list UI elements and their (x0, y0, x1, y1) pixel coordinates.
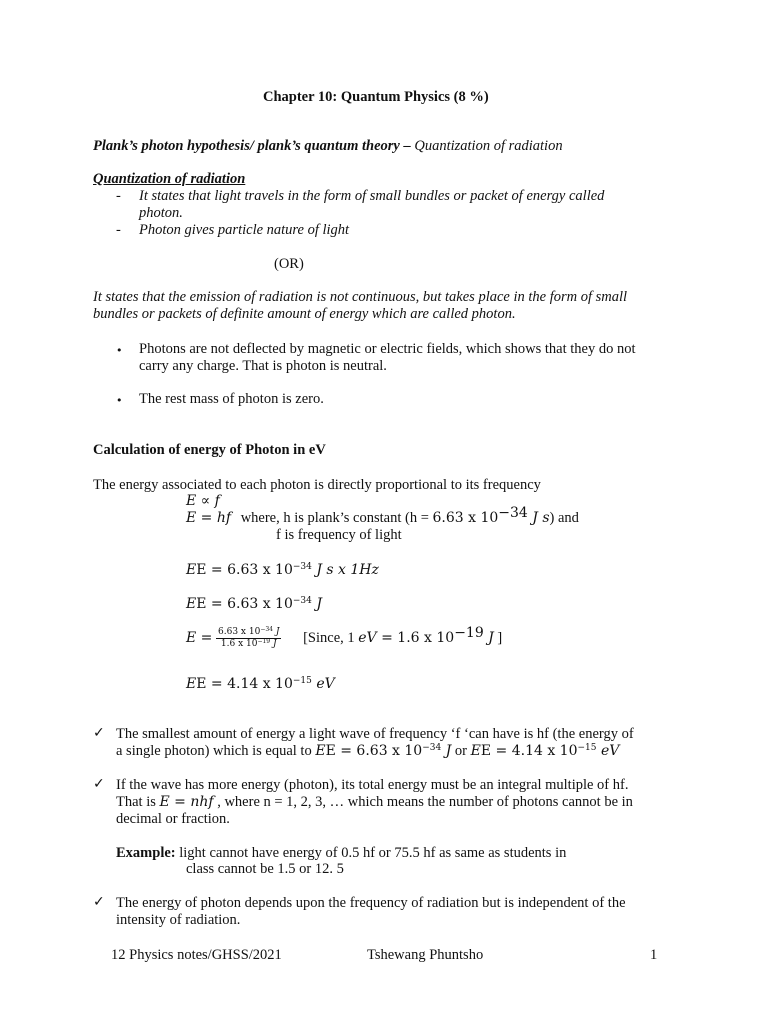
eq-hf-line (186, 505, 579, 527)
f-definition: f is frequency of light (276, 527, 402, 543)
point-3-line-2: intensity of radiation. (116, 912, 241, 928)
example-label: Example: (116, 845, 176, 861)
where-text: where, h is plank’s constant (h = (240, 510, 433, 526)
property-1-line-2: carry any charge. That is photon is neutral. (139, 358, 387, 374)
quantization-item-1a: It states that light travels in the form of small bundles or packet of energy called (139, 188, 605, 204)
example-text-1: light cannot have energy of 0.5 hf or 75.5 hf as same as students in (175, 845, 567, 861)
quantization-heading: Quantization of radiation (93, 171, 246, 187)
calculation-heading: Calculation of energy of Photon in eV (93, 442, 326, 458)
and-text: ) and (549, 510, 579, 526)
since-ev: eV (358, 629, 377, 646)
since-exp: −19 (454, 624, 484, 641)
eq-step-1-text: E = 6.63 x 10 (196, 562, 293, 578)
eq-step-4: EE = 4.14 x $10^{-15}$ eV (186, 676, 335, 692)
since-unit: J (483, 629, 494, 646)
check-icon: ✓ (93, 894, 105, 910)
check-icon: ✓ (93, 725, 105, 741)
h-value: 6.63 x 10 (432, 510, 499, 526)
eq-step-1-unit: J s x 1Hz (311, 562, 379, 578)
point-3-line-1: The energy of photon depends upon the frequency of radiation but is independent of the (116, 895, 626, 911)
footer-author: Tshewang Phuntsho (367, 947, 484, 963)
hypothesis-subtitle: Quantization of radiation (414, 138, 563, 154)
chapter-title: Chapter 10: Quantum Physics (8 %) (263, 89, 489, 105)
fraction-denominator-unit: J (270, 639, 277, 649)
page-number: 1 (650, 947, 658, 963)
dash-marker: - (116, 222, 121, 238)
fraction-denominator-exp: −19 (257, 638, 271, 645)
point-2-line-2: That is E = nhf , where n = 1, 2, 3, … which means the number of photons cannot be in (116, 794, 633, 810)
eq-step-1-exp: −34 (292, 562, 312, 572)
fraction-numerator-unit: J (273, 627, 280, 637)
property-1-line-1: Photons are not deflected by magnetic or electric fields, which shows that they do not (139, 341, 636, 357)
since-open: [Since, 1 (303, 629, 359, 646)
point-1-eq-1: EE = 6.63 x $10^{-34}$ J (315, 743, 452, 759)
or-label: (OR) (274, 256, 304, 272)
check-icon: ✓ (93, 776, 105, 792)
bullet-icon: • (116, 344, 123, 357)
energy-fraction (216, 627, 281, 650)
bullet-icon: • (116, 394, 123, 407)
fraction-denominator: 1.6 x 10 (220, 639, 258, 649)
eq-step-3-lhs: E = (186, 629, 213, 646)
eq-step-3 (186, 624, 503, 650)
footer-left: 12 Physics notes/GHSS/2021 (111, 947, 282, 963)
quantization-item-2: Photon gives particle nature of light (139, 222, 350, 238)
example-line-2: class cannot be 1.5 or 12. 5 (186, 861, 344, 877)
point-1-line-1: The smallest amount of energy a light wave of frequency ‘f ‘can have is hf (the energy of (116, 726, 634, 742)
quantization-item-1b: photon. (139, 205, 183, 221)
eq-step-2: EE = 6.63 x $10^{-34}$ J (186, 596, 322, 612)
dash-marker: - (116, 188, 121, 204)
definition-line-2: bundles or packets of definite amount of energy which are called photon. (93, 306, 516, 322)
eq-step-4-exp: −15 (292, 676, 312, 686)
calculation-intro: The energy associated to each photon is directly proportional to its frequency (93, 477, 541, 493)
eq-step-4-unit: eV (311, 676, 335, 692)
hypothesis-heading-line (93, 138, 563, 155)
hypothesis-heading: Plank’s photon hypothesis/ plank’s quantum theory – (93, 138, 411, 154)
point-1-eq-2: EE = 4.14 x $10^{-15}$ eV (470, 743, 620, 759)
point-1-text: a single photon) which is equal to (116, 743, 316, 759)
property-2: The rest mass of photon is zero. (139, 391, 324, 407)
point-2-line-1: If the wave has more energy (photon), its total energy must be an integral multiple of hf. (116, 777, 629, 793)
point-2-line-3: decimal or fraction. (116, 811, 230, 827)
point-2-eq: E = nhf (159, 794, 214, 810)
point-1-line-2 (116, 743, 619, 760)
since-close: ] (493, 629, 503, 646)
eq-step-1: EE = 6.63 x $10^{-34}$ J s x 1Hz (186, 562, 379, 578)
eq-proportional: E ∝ f (186, 493, 220, 509)
h-exponent: −34 (498, 505, 528, 521)
eq-step-2-text: E = 6.63 x 10 (196, 596, 293, 612)
definition-line-1: It states that the emission of radiation is not continuous, but takes place in the form of small (93, 289, 628, 305)
eq-step-2-unit: J (311, 596, 322, 612)
eq-hf: E = hf (186, 510, 232, 526)
fraction-numerator-exp: −34 (260, 626, 273, 633)
since-note (303, 624, 503, 646)
since-mid: = 1.6 x 10 (376, 629, 455, 646)
fraction-numerator: 6.63 x 10 (218, 627, 261, 637)
example-line-1 (116, 845, 566, 862)
point-1-or: or (451, 743, 471, 759)
h-unit: J s (527, 510, 550, 526)
eq-step-2-exp: −34 (292, 596, 312, 606)
eq-step-4-text: E = 4.14 x 10 (196, 676, 293, 692)
